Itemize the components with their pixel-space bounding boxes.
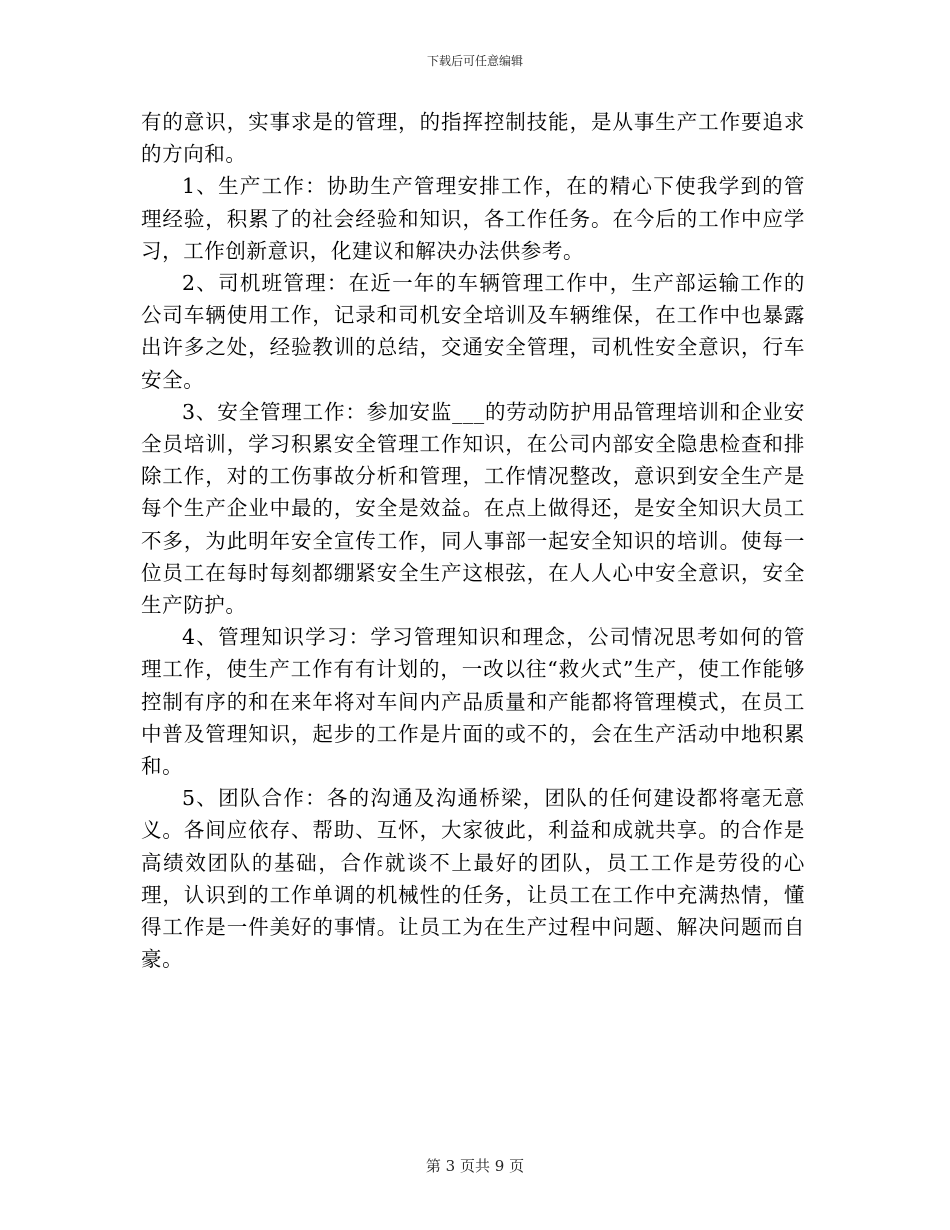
paragraph-intro: 有的意识，实事求是的管理，的指挥控制技能，是从事生产工作要追求的方向和。 (141, 110, 805, 167)
paragraph-management-learning: 4、管理知识学习：学习管理知识和理念，公司情况思考如何的管理工作，使生产工作有有计划的，一改以往“救火式”生产，使工作能够控制有序的和在来年将对车间内产品质量和产能都将管理模式，在员工中普及管理知识，起步的工作是片面的或不的，会在生产活动中地积累和。 (141, 625, 805, 779)
paragraph-teamwork: 5、团队合作：各的沟通及沟通桥梁，团队的任何建设都将毫无意义。各间应依存、帮助、互怀，大家彼此，利益和成就共享。的合作是高绩效团队的基础，合作就谈不上最好的团队，员工工作是劳役的心理，认识到的工作单调的机械性的任务，让员工在工作中充满热情，懂得工作是一件美好的事情。让员工为在生产过程中问题、解决问题而自豪。 (141, 786, 805, 972)
paragraph-production-work: 1、生产工作：协助生产管理安排工作，在的精心下使我学到的管理经验，积累了的社会经验和知识，各工作任务。在今后的工作中应学习，工作创新意识，化建议和解决办法供参考。 (141, 174, 805, 263)
page-header: 下载后可任意编辑 (426, 54, 523, 68)
page-number: 第 3 页共 9 页 (425, 1157, 525, 1175)
paragraph-driver-team: 2、司机班管理：在近一年的车辆管理工作中，生产部运输工作的公司车辆使用工作，记录和司机安全培训及车辆维保，在工作中也暴露出许多之处，经验教训的总结，交通安全管理，司机性安全意识，行车安全。 (141, 271, 805, 392)
document-body (141, 106, 805, 975)
paragraph-safety-management: 3、安全管理工作：参加安监___的劳动防护用品管理培训和企业安全员培训，学习积累安全管理工作知识，在公司内部安全隐患检查和排除工作，对的工伤事故分析和管理，工作情况整改，意识到安全生产是每个生产企业中最的，安全是效益。在点上做得还，是安全知识大员工不多，为此明年安全宣传工作，同人事部一起安全知识的培训。使每一位员工在每时每刻都绷紧安全生产这根弦，在人人心中安全意识，安全生产防护。 (141, 399, 805, 618)
